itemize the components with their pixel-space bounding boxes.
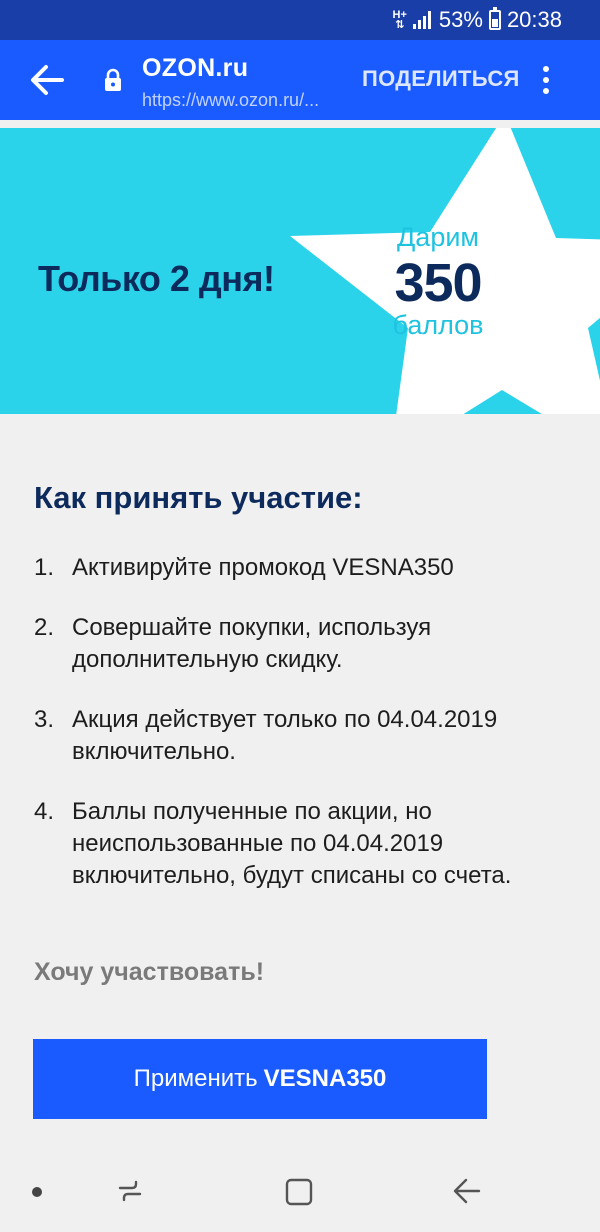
steps-list [34, 552, 574, 920]
browser-toolbar [0, 40, 600, 120]
banner-gift-amount: 350 [394, 253, 482, 313]
site-title: OZON.ru [142, 54, 249, 82]
home-icon[interactable] [284, 1176, 314, 1208]
share-button[interactable]: ПОДЕЛИТЬСЯ [362, 66, 520, 91]
step-text: Совершайте покупки, используя дополнительную скидку. [72, 614, 432, 673]
step-number: 2. [34, 614, 55, 641]
apply-button-code: VESNA350 [263, 1065, 387, 1092]
cta-text: Хочу участвовать! [34, 958, 265, 986]
step-number: 3. [34, 706, 55, 733]
promo-banner[interactable] [0, 128, 600, 414]
step-number: 4. [34, 798, 55, 825]
battery-icon [489, 10, 501, 30]
network-type-indicator [393, 10, 407, 30]
banner-gift-top: Дарим [397, 222, 479, 252]
page-title: Как принять участие: [34, 480, 363, 515]
network-type-label: H+ [392, 9, 407, 21]
step-text: Баллы полученные по акции, но неиспользованные по 04.04.2019 включительно, будут списаны со счета. [72, 798, 512, 889]
status-bar [0, 0, 600, 40]
data-transfer-icon: ⇅ [395, 19, 405, 31]
recents-icon[interactable] [114, 1174, 146, 1208]
more-vertical-icon[interactable] [534, 62, 558, 98]
dot-icon [32, 1187, 42, 1197]
banner-gift-bottom: баллов [392, 310, 484, 340]
list-item [34, 704, 574, 768]
navigation-bar [0, 1152, 600, 1232]
arrow-left-icon[interactable] [28, 62, 66, 98]
apply-button-label: Применить [133, 1065, 258, 1092]
clock: 20:38 [506, 7, 562, 32]
step-text: Активируйте промокод VESNA350 [72, 554, 454, 581]
lock-icon [104, 68, 122, 92]
step-number: 1. [34, 554, 55, 581]
list-item [34, 612, 574, 676]
step-text: Акция действует только по 04.04.2019 включительно. [72, 706, 498, 765]
list-item [34, 796, 574, 892]
apply-promo-button[interactable] [33, 1039, 487, 1119]
banner-headline: Только 2 дня! [38, 258, 275, 299]
back-icon[interactable] [452, 1176, 482, 1206]
signal-icon [413, 11, 431, 29]
list-item [34, 552, 574, 584]
site-url[interactable]: https://www.ozon.ru/... [142, 90, 320, 110]
battery-percent: 53% [438, 7, 483, 32]
